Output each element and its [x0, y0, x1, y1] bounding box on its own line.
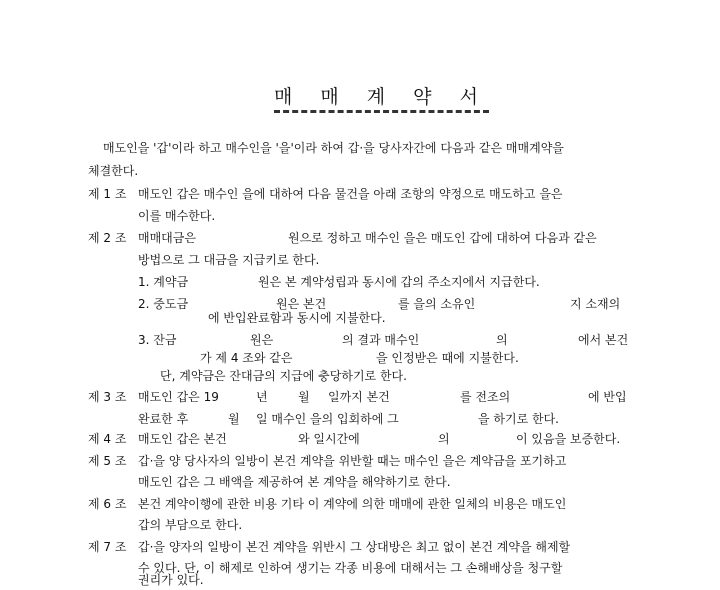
article-text: 권리가 있다. — [138, 573, 204, 587]
article-text: 매매대금은 — [138, 231, 196, 245]
article-text: 매도인 갑은 본건 — [138, 432, 227, 446]
article-label: 제 6 조 — [88, 497, 127, 511]
payment-text: 원은 — [250, 333, 274, 347]
payment-text: 의 결과 매수인 — [342, 333, 420, 347]
article-label: 제 3 조 — [88, 390, 127, 404]
article-text: 일까지 본건 — [328, 390, 390, 404]
article-text: 매도인 갑은 그 배액을 제공하여 본 계약을 해약하기로 한다. — [138, 475, 451, 489]
article-text: 매도인 갑은 매수인 을에 대하여 다음 물건을 아래 조항의 약정으로 매도하고 을은 — [138, 187, 563, 201]
article-text: 원으로 정하고 매수인 을은 매도인 갑에 대하여 다음과 같은 — [288, 231, 597, 245]
payment-text: 를 을의 소유인 — [398, 297, 476, 311]
article-text: 갑·을 양 당사자의 일방이 본건 계약을 위반할 때는 매수인 을은 계약금을 포기하고 — [138, 454, 567, 468]
payment-text: 에서 본건 — [578, 333, 629, 347]
article-label: 제 4 조 — [88, 432, 127, 446]
article-text: 에 반입 — [588, 390, 627, 404]
payment-text: 의 — [496, 333, 508, 347]
article-text: 를 전조의 — [460, 390, 511, 404]
article-text: 갑의 부담으로 한다. — [138, 518, 243, 532]
payment-text: 원은 본 계약성립과 동시에 갑의 주소지에서 지급한다. — [258, 275, 540, 289]
article-label: 제 1 조 — [88, 187, 127, 201]
intro-line: 체결한다. — [88, 164, 139, 178]
article-text: 방법으로 그 대금을 지급키로 한다. — [138, 253, 320, 267]
article-text: 일 매수인 을의 입회하에 그 — [256, 412, 399, 426]
article-text: 매도인 갑은 19 — [138, 390, 219, 404]
article-label: 제 7 조 — [88, 540, 127, 554]
payment-text: 에 반입완료함과 동시에 지불한다. — [208, 311, 386, 325]
article-text: 년 — [256, 390, 268, 404]
article-text: 본건 계약이행에 관한 비용 기타 이 계약에 의한 매매에 관한 일체의 비용은 매도인 — [138, 497, 567, 511]
article-text: 와 일시간에 — [298, 432, 360, 446]
payment-text: 가 제 4 조와 같은 — [200, 351, 293, 365]
article-text: 이를 매수한다. — [138, 209, 216, 223]
article-label: 제 2 조 — [88, 231, 127, 245]
article-text: 을 하기로 한다. — [478, 412, 559, 426]
article-text: 월 — [298, 390, 310, 404]
payment-text: 지 소재의 — [570, 297, 621, 311]
payment-text: 원은 본건 — [276, 297, 327, 311]
proviso-text: 단, 계약금은 잔대금의 지급에 충당하기로 한다. — [160, 369, 407, 383]
article-text: 의 — [438, 432, 450, 446]
payment-text: 을 인정받은 때에 지불한다. — [376, 351, 519, 365]
article-text: 이 있음을 보증한다. — [516, 432, 621, 446]
article-text: 수 있다. 단, 이 해제로 인하여 생기는 각종 비용에 대해서는 그 손해배상을 청구할 — [138, 561, 563, 575]
article-text: 완료한 후 — [138, 412, 189, 426]
payment-label: 2. 중도금 — [138, 297, 189, 311]
payment-label: 1. 계약금 — [138, 275, 189, 289]
document-title: 매 매 계 약 서 — [274, 86, 489, 113]
article-text: 월 — [228, 412, 240, 426]
payment-label: 3. 잔금 — [138, 333, 177, 347]
article-text: 갑·을 양자의 일방이 본건 계약을 위반시 그 상대방은 최고 없이 본건 계약을 해제할 — [138, 540, 571, 554]
intro-line: 매도인을 '갑'이라 하고 매수인을 '을'이라 하여 갑·을 당사자간에 다음과 같은 매매계약을 — [103, 141, 564, 155]
article-label: 제 5 조 — [88, 454, 127, 468]
